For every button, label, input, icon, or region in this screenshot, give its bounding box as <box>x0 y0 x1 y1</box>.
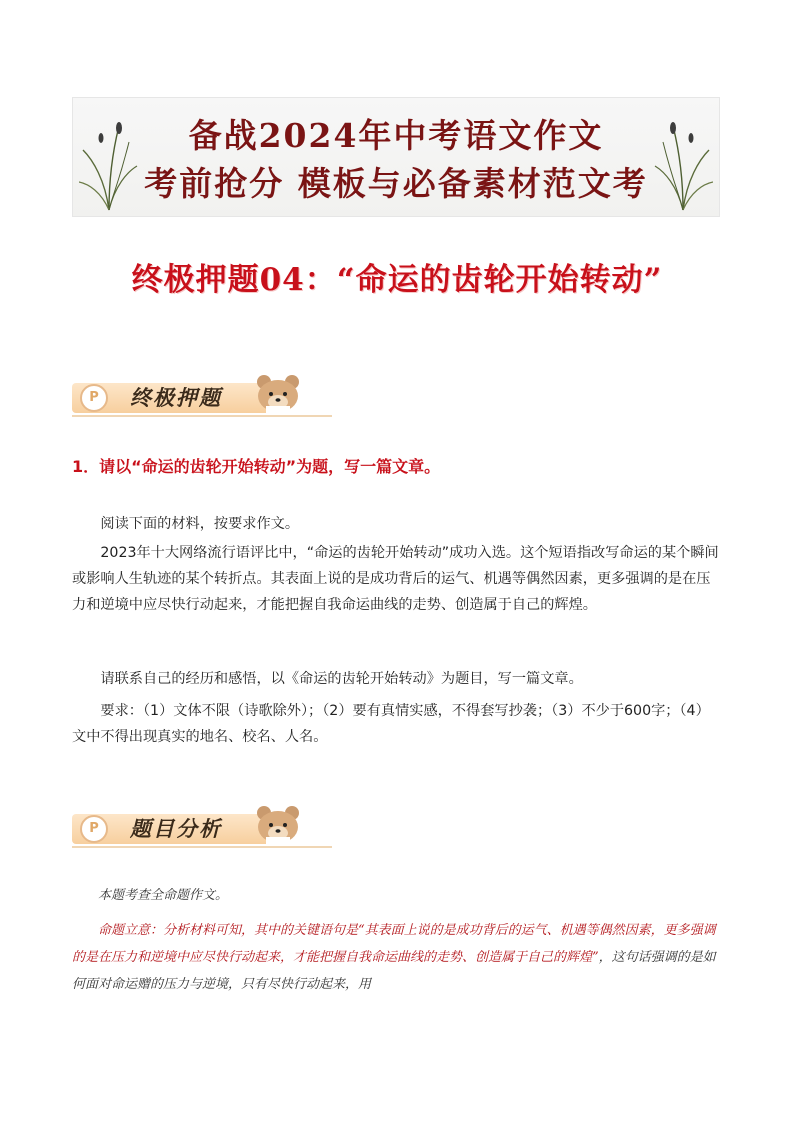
section-label: 终极押题 <box>130 386 222 410</box>
question-intro: 阅读下面的材料，按要求作文。 <box>100 516 300 532</box>
page-title: 终极押题04：“命运的齿轮开始转动” <box>131 262 663 298</box>
analysis-intent <box>72 917 722 998</box>
question-task: 请联系自己的经历和感悟，以《命运的齿轮开始转动》为题目，写一篇文章。 <box>100 671 583 687</box>
question-heading: 1．请以“命运的齿轮开始转动”为题，写一篇文章。 <box>72 457 441 476</box>
banner-title-line1: 备战2024年中考语文作文 <box>188 116 604 155</box>
banner-title-line2: 考前抢分 模板与必备素材范文考 <box>144 164 648 203</box>
intent-quote: 分析材料可知，其中的关键语句是“其表面上说的是成功背后的运气、机遇等偶然因素，更多强调的是在压力和逆境中应尽快行动起来，才能把握自我命运曲线的走势、创造属于自己的辉煌” <box>72 923 716 965</box>
section-banner-analysis <box>72 803 332 849</box>
p-badge-icon: P <box>80 384 108 412</box>
p-badge-icon: P <box>80 815 108 843</box>
analysis-type: 本题考查全命题作文。 <box>98 888 229 903</box>
intent-comment: ，这句话强调的是如何面对命运赠的压力与逆境，只有尽快行动起来，用 <box>72 950 716 992</box>
bear-mascot-icon <box>252 803 304 847</box>
question-material: 2023年十大网络流行语评比中，“命运的齿轮开始转动”成功入选。这个短语指改写命运的某个瞬间或影响人生轨迹的某个转折点。其表面上说的是成功背后的运气、机遇等偶然因素，更多强调的是在压力和逆境中应尽快行动起来，才能把握自我命运曲线的走势、创造属于自己的辉煌。 <box>72 545 719 613</box>
orchid-plant-icon <box>653 120 713 212</box>
section-label: 题目分析 <box>130 817 222 841</box>
question-requirements: 要求：（1）文体不限（诗歌除外）；（2）要有真情实感，不得套写抄袭；（3）不少于600字；（4）文中不得出现真实的地名、校名、人名。 <box>72 703 710 745</box>
header-banner <box>72 97 720 217</box>
bear-mascot-icon <box>252 372 304 416</box>
intent-label: 命题立意： <box>98 923 164 938</box>
section-banner-ultimate <box>72 372 332 418</box>
